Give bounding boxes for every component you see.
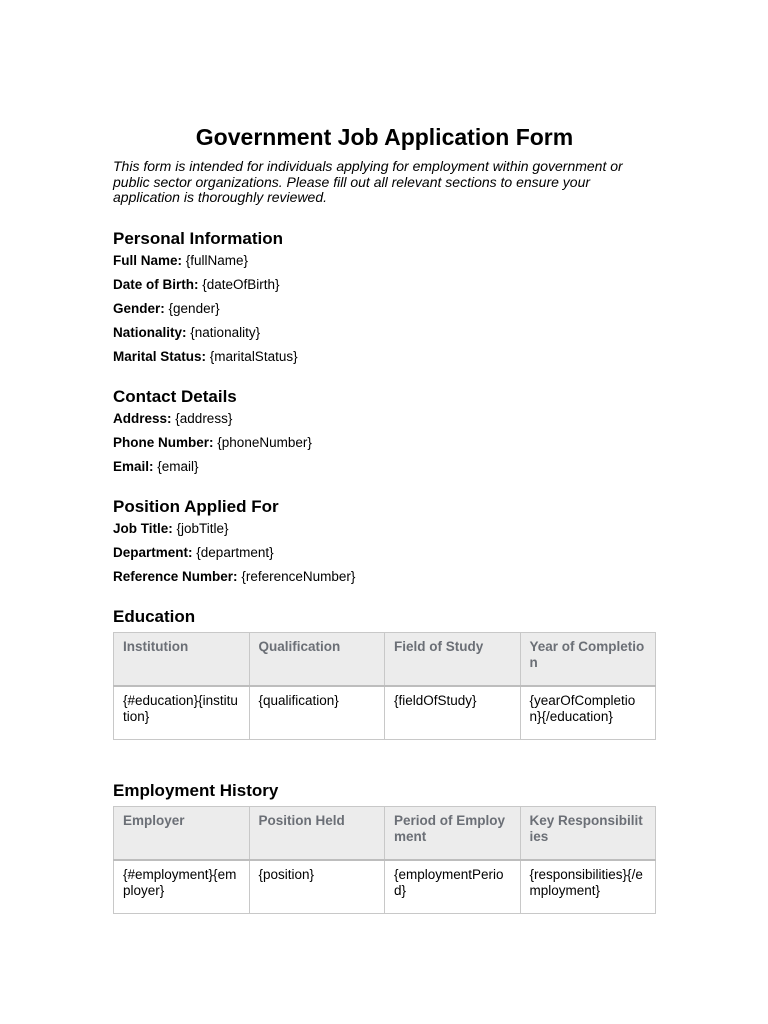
field-label: Email: — [113, 458, 154, 474]
field-label: Department: — [113, 544, 193, 560]
column-header-employer: Employer — [114, 806, 250, 860]
column-header-institution: Institution — [114, 632, 250, 686]
table-cell: {yearOfCompletion}{/education} — [520, 686, 656, 740]
table-cell: {qualification} — [249, 686, 385, 740]
field-department — [113, 545, 656, 561]
document-title: Government Job Application Form — [195, 124, 574, 150]
education-heading: Education — [113, 606, 196, 626]
table-cell: {fieldOfStudy} — [385, 686, 521, 740]
column-header-key-responsibilities: Key Responsibilities — [520, 806, 656, 860]
contact-details-heading: Contact Details — [113, 386, 237, 406]
personal-info-heading: Personal Information — [113, 228, 284, 248]
field-label: Marital Status: — [113, 348, 207, 364]
table-header-row — [114, 806, 656, 860]
position-applied-heading: Position Applied For — [113, 496, 279, 516]
field-value: {nationality} — [190, 324, 261, 340]
field-value: {fullName} — [185, 252, 249, 268]
field-label: Full Name: — [113, 252, 183, 268]
table-cell: {responsibilities}{/employment} — [520, 860, 656, 914]
field-value: {email} — [157, 458, 199, 474]
table-cell: {position} — [249, 860, 385, 914]
field-value: {referenceNumber} — [241, 568, 356, 584]
table-row — [114, 860, 656, 914]
field-date-of-birth — [113, 277, 656, 293]
field-label: Address: — [113, 410, 172, 426]
field-address — [113, 411, 656, 427]
education-table — [113, 632, 656, 740]
field-reference-number — [113, 569, 656, 585]
field-value: {department} — [196, 544, 274, 560]
field-marital-status — [113, 349, 656, 365]
field-job-title — [113, 521, 656, 537]
table-cell: {#education}{institution} — [114, 686, 250, 740]
field-value: {gender} — [168, 300, 220, 316]
table-header-row — [114, 632, 656, 686]
field-phone-number — [113, 435, 656, 451]
table-row — [114, 686, 656, 740]
field-email — [113, 459, 656, 475]
intro-paragraph: This form is intended for individuals applying for employment within government or public sector organizations. Please fill out all relevant sections to ensure your application is thoroughly reviewed. — [113, 158, 623, 205]
field-value: {address} — [175, 410, 233, 426]
field-label: Gender: — [113, 300, 165, 316]
employment-table — [113, 806, 656, 914]
column-header-year-of-completion: Year of Completion — [520, 632, 656, 686]
document-page — [113, 120, 656, 914]
field-full-name — [113, 253, 656, 269]
field-label: Job Title: — [113, 520, 173, 536]
table-cell: {#employment}{employer} — [114, 860, 250, 914]
column-header-position-held: Position Held — [249, 806, 385, 860]
column-header-field-of-study: Field of Study — [385, 632, 521, 686]
field-label: Phone Number: — [113, 434, 214, 450]
field-label: Reference Number: — [113, 568, 238, 584]
employment-history-heading: Employment History — [113, 780, 279, 800]
table-cell: {employmentPeriod} — [385, 860, 521, 914]
field-label: Date of Birth: — [113, 276, 199, 292]
field-gender — [113, 301, 656, 317]
field-value: {jobTitle} — [176, 520, 229, 536]
field-value: {maritalStatus} — [209, 348, 298, 364]
field-value: {phoneNumber} — [217, 434, 312, 450]
field-label: Nationality: — [113, 324, 187, 340]
column-header-qualification: Qualification — [249, 632, 385, 686]
field-value: {dateOfBirth} — [202, 276, 280, 292]
column-header-period-of-employment: Period of Employment — [385, 806, 521, 860]
field-nationality — [113, 325, 656, 341]
